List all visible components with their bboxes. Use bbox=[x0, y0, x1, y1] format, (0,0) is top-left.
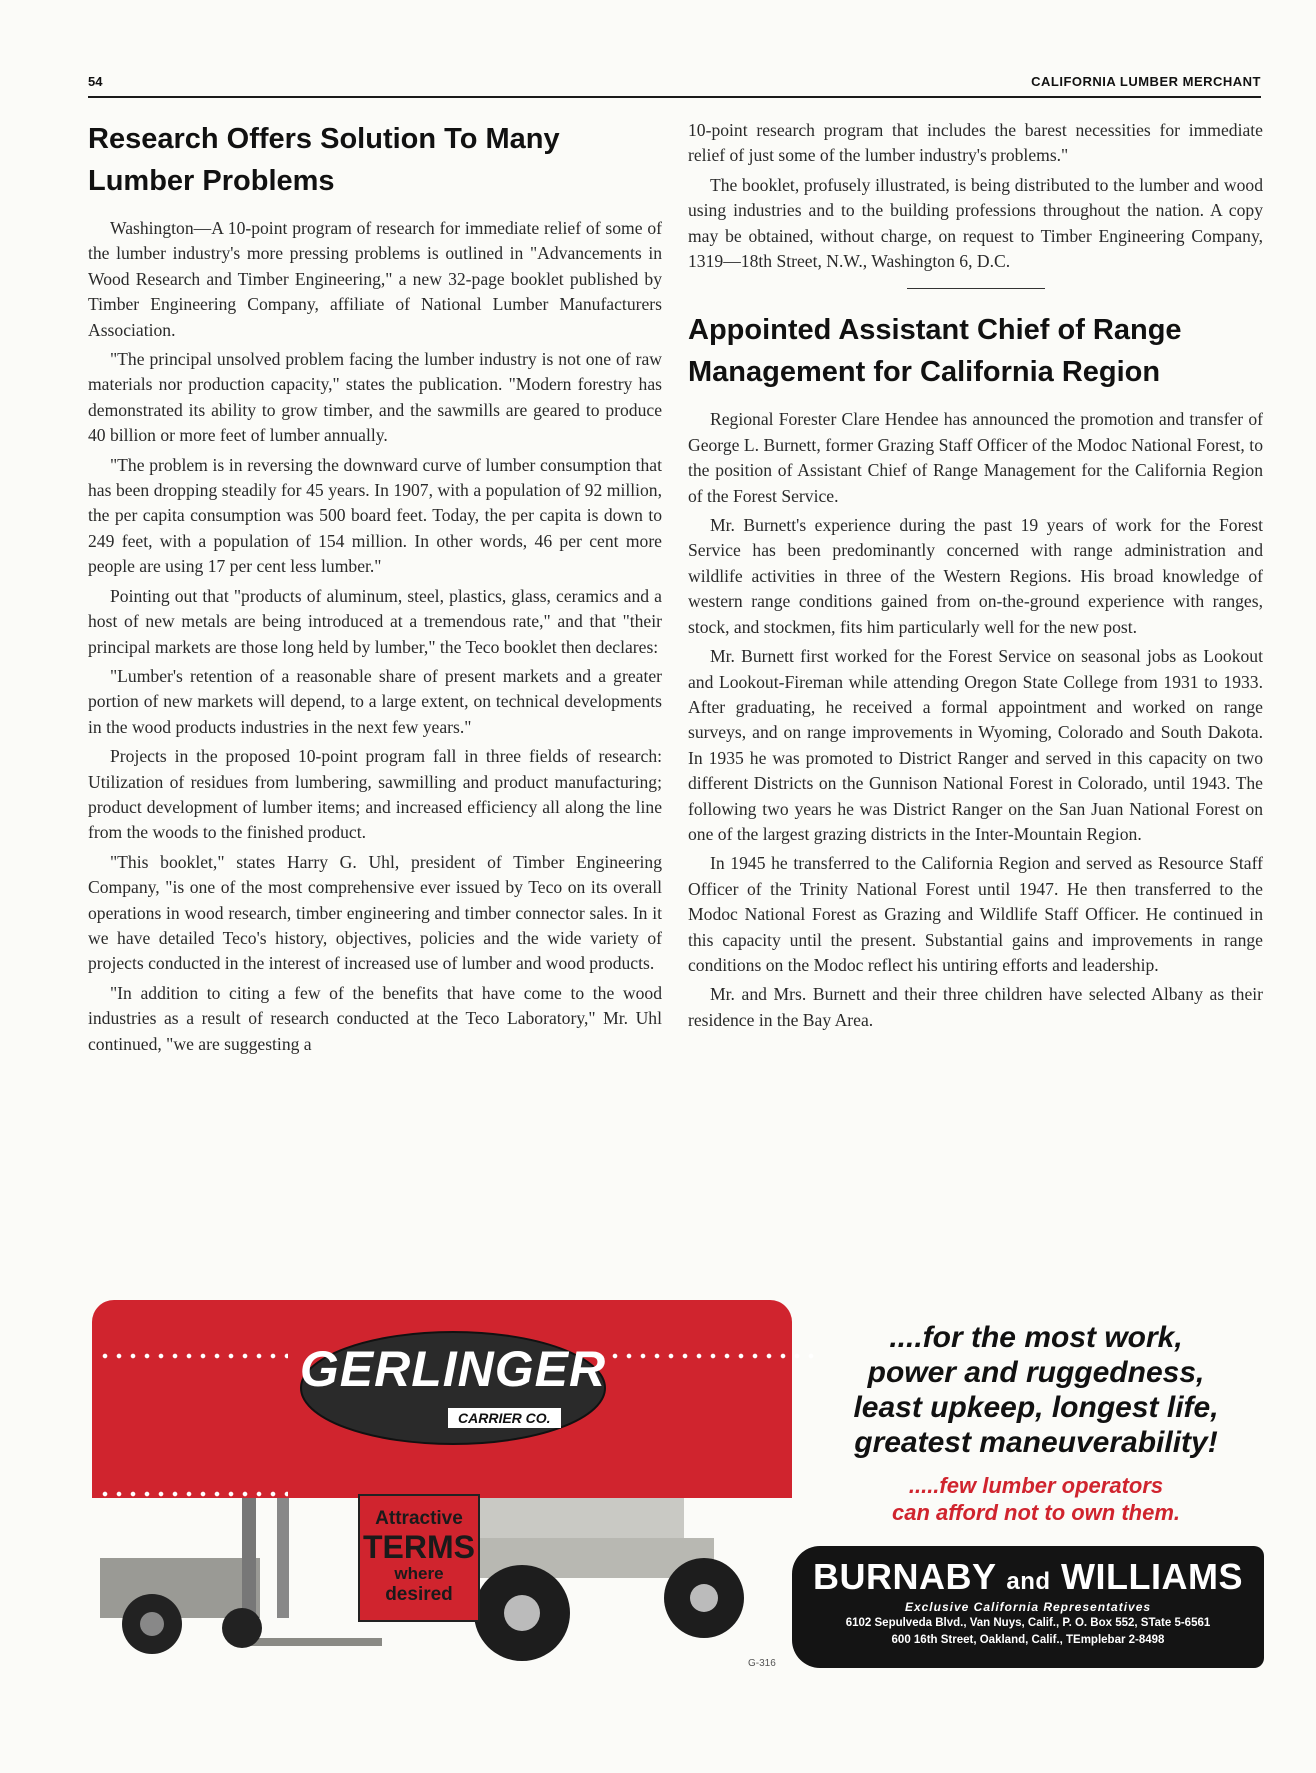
article1-paragraph: Projects in the proposed 10-point program fall in three fields of research: Utilization of residues from lumbering, sawmilling and product manufacturing; product development of lumber items; and increased efficiency all along the line from the woods to the finished product. bbox=[88, 746, 662, 843]
article1-headline: Research Offers Solution To Many Lumber Problems bbox=[88, 123, 560, 197]
company-name-2: WILLIAMS bbox=[1061, 1556, 1244, 1597]
ad-dot-leader bbox=[608, 1352, 818, 1360]
article2-paragraph: Mr. and Mrs. Burnett and their three children have selected Albany as their residence in the Bay Area. bbox=[688, 984, 1263, 1030]
article2-paragraph: Regional Forester Clare Hendee has announced the promotion and transfer of George L. Burnett, former Grazing Staff Officer of the Modoc National Forest, to the position of Assistant Chief of Range Management for the California Region of the Forest Service. bbox=[688, 409, 1263, 506]
article2-paragraph: Mr. Burnett first worked for the Forest Service on seasonal jobs as Lookout and Lookout-Fireman while attending Oregon State College from 1931 to 1933. After graduating, he received a formal appointment and worked on range surveys, and on range improvements in Wyoming, Colorado and South Dakota. In 1935 he was promoted to District Ranger and served in this capacity on two different Districts on the Gunnison National Forest in Colorado, until 1943. The following two years he was District Ranger on the San Juan National Forest on one of the largest grazing districts in the Inter-Mountain Region. bbox=[688, 646, 1263, 844]
ad-tagline bbox=[816, 1320, 1256, 1460]
article2-headline: Appointed Assistant Chief of Range Management for California Region bbox=[688, 314, 1182, 389]
right-column bbox=[688, 118, 1263, 1037]
gerlinger-advertisement bbox=[88, 1300, 1266, 1672]
address-line: 600 16th Street, Oakland, Calif., TEmplebar 2-8498 bbox=[891, 1634, 1165, 1646]
terms-line: TERMS bbox=[363, 1529, 475, 1565]
article1-paragraph: "In addition to citing a few of the benefits that have come to the wood industries as a result of research conducted at the Teco Laboratory," Mr. Uhl continued, "we are suggesting a bbox=[88, 982, 662, 1054]
article1-paragraph: "The problem is in reversing the downward curve of lumber consumption that has been dropping steadily for 45 years. In 1907, with a population of 92 million, the per capita consumption was 500 board feet. Today, the per capita is down to 249 feet, with a population of 154 million. In other words, 46 per cent more people are using 17 per cent less lumber." bbox=[88, 454, 662, 577]
burnaby-williams-panel bbox=[792, 1546, 1264, 1668]
article-divider bbox=[907, 288, 1045, 289]
ad-code: G-316 bbox=[748, 1658, 776, 1669]
subline-line: .....few lumber operators bbox=[908, 1473, 1164, 1498]
representatives-line: Exclusive California Representatives bbox=[904, 1600, 1152, 1614]
page-header bbox=[88, 74, 1261, 96]
article1-paragraph: "Lumber's retention of a reasonable share of present markets and a greater portion of new markets will depend, to a large extent, on technical developments in the wood products industries in the next few years." bbox=[88, 665, 662, 737]
tagline-line: greatest maneuverability! bbox=[854, 1426, 1218, 1459]
publication-title: CALIFORNIA LUMBER MERCHANT bbox=[1031, 74, 1261, 89]
company-name-1: BURNABY bbox=[812, 1556, 996, 1597]
ad-dot-leader bbox=[98, 1490, 288, 1498]
gerlinger-logo bbox=[298, 1330, 608, 1446]
tagline-line: least upkeep, longest life, bbox=[853, 1391, 1219, 1424]
article1-continued-paragraph: The booklet, profusely illustrated, is being distributed to the lumber and wood using industries and to the building professions throughout the nation. A copy may be obtained, without charge, on request to Timber Engineering Company, 1319—18th Street, N.W., Washington 6, D.C. bbox=[688, 174, 1263, 272]
article1-paragraph: Washington—A 10-point program of research for immediate relief of some of the lumber industry's more pressing problems is outlined in "Advancements in Wood Research and Timber Engineering," a new 32-page booklet published by Timber Engineering Company, affiliate of National Lumber Manufacturers Association. bbox=[88, 218, 662, 340]
article1-paragraph: "The principal unsolved problem facing the lumber industry is not one of raw materials nor production capacity," states the publication. "Modern forestry has demonstrated its ability to grow timber, and the sawmills are geared to produce 40 billion or more feet of lumber annually. bbox=[88, 349, 662, 446]
ad-subline bbox=[816, 1472, 1256, 1526]
article1-paragraph: Pointing out that "products of aluminum, steel, plastics, glass, ceramics and a host of new metals are being introduced at a tremendous rate," and that "their principal markets are those long held by lumber," the Teco booklet then declares: bbox=[88, 585, 662, 657]
article1-continued-paragraph: 10-point research program that includes the barest necessities for immediate relief of just some of the lumber industry's problems." bbox=[688, 120, 1263, 166]
address-line: 6102 Sepulveda Blvd., Van Nuys, Calif., P. O. Box 552, STate 5-6561 bbox=[845, 1617, 1211, 1629]
terms-line: where bbox=[394, 1564, 444, 1583]
tagline-line: power and ruggedness, bbox=[867, 1356, 1205, 1389]
company-name bbox=[792, 1556, 1264, 1598]
left-column bbox=[88, 118, 662, 1061]
subline-line: can afford not to own them. bbox=[891, 1500, 1181, 1525]
article2-paragraph: In 1945 he transferred to the California Region and served as Resource Staff Officer of the Trinity National Forest until 1947. He then transferred to the Modoc National Forest as Grazing and Wildlife Staff Officer. He continued in this capacity until the present. Substantial gains and improvements in range conditions on the Modoc reflect his untiring efforts and leadership. bbox=[688, 853, 1263, 975]
company-and: and bbox=[1006, 1568, 1051, 1595]
terms-line: Attractive bbox=[375, 1508, 463, 1529]
terms-line: desired bbox=[385, 1584, 453, 1605]
logo-subtitle: CARRIER CO. bbox=[448, 1408, 561, 1428]
article1-paragraph: "This booklet," states Harry G. Uhl, president of Timber Engineering Company, "is one of the most comprehensive ever issued by Teco on its overall operations in wood research, timber engineering and timber connector sales. In it we have detailed Teco's history, objectives, policies and the wide variety of projects conducted in the interest of increased use of lumber and wood products. bbox=[88, 851, 662, 974]
ad-dot-leader bbox=[98, 1352, 288, 1360]
terms-badge bbox=[360, 1496, 478, 1620]
logo-text: GERLINGER bbox=[299, 1341, 607, 1397]
tagline-line: ....for the most work, bbox=[889, 1321, 1183, 1354]
article2-paragraph: Mr. Burnett's experience during the past 19 years of work for the Forest Service has been predominantly concerned with range administration and wildlife activities in three of the Western Regions. His broad knowledge of western range conditions gained from on-the-ground experience with ranges, stock, and stockmen, fits him particularly well for the new post. bbox=[688, 515, 1263, 637]
header-rule bbox=[88, 96, 1261, 98]
page-number: 54 bbox=[88, 74, 103, 89]
